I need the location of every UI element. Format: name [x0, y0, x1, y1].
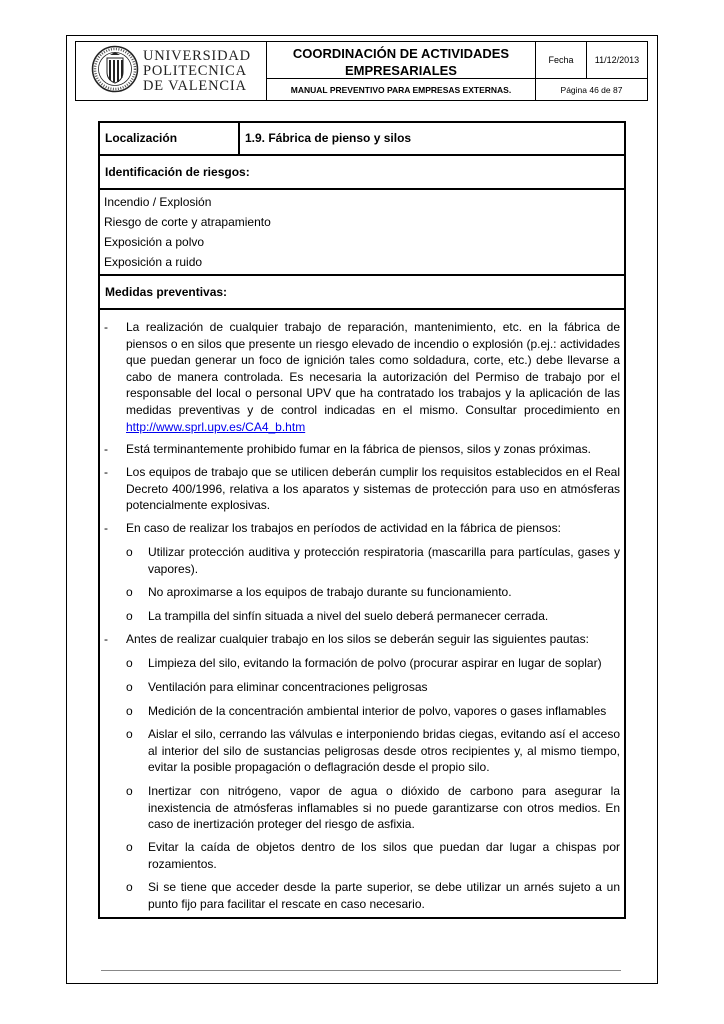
document-subtitle: MANUAL PREVENTIVO PARA EMPRESAS EXTERNAS.	[266, 78, 536, 101]
circle-bullet: o	[126, 656, 133, 670]
measure-item	[104, 464, 620, 514]
measure-item	[104, 631, 620, 648]
sub-measure-text: La trampilla del sinfín situada a nivel del suelo deberá permanecer cerrada.	[148, 609, 549, 623]
column-divider	[238, 123, 240, 154]
sub-measure-text: Medición de la concentración ambiental interior de polvo, vapores o gases inflamables	[148, 704, 607, 718]
sub-measure-item	[122, 584, 620, 601]
sub-measure-item	[122, 703, 620, 720]
sub-measure-text: Ventilación para eliminar concentraciones peligrosas	[148, 680, 428, 694]
circle-bullet: o	[126, 609, 133, 623]
sub-measure-item	[122, 839, 620, 872]
risk-item: Exposición a polvo	[104, 235, 205, 249]
university-seal-icon	[91, 45, 139, 93]
location-row	[98, 121, 626, 156]
sub-measure-text: Limpieza del silo, evitando la formación de polvo (procurar aspirar en lugar de soplar)	[148, 656, 602, 670]
preventive-measures-row	[98, 274, 626, 310]
measure-item	[104, 319, 620, 435]
page-number: Página 46 de 87	[535, 78, 648, 101]
risk-item: Riesgo de corte y atrapamiento	[104, 215, 271, 229]
sub-measure-text: Inertizar con nitrógeno, vapor de agua o dióxido de carbono para asegurar la inexistencia de atmósferas inflamables si no puede garantizarse con otros medios. En caso de inertización proteger del riesgo de asfixia.	[148, 784, 620, 832]
circle-bullet: o	[126, 704, 133, 718]
location-value: 1.9. Fábrica de pienso y silos	[245, 131, 412, 145]
sub-measure-text: No aproximarse a los equipos de trabajo durante su funcionamiento.	[148, 585, 512, 599]
dash-bullet: -	[104, 521, 108, 535]
circle-bullet: o	[126, 680, 133, 694]
sub-measure-item	[122, 783, 620, 833]
circle-bullet: o	[126, 784, 133, 798]
measure-text: La realización de cualquier trabajo de reparación, mantenimiento, etc. en la fábrica de piensos o en silos que presente un riesgo elevado de incendio o explosión (p.ej.: actividades que puedan generar un foco de ignición tales como soldadura, corte, etc.) debe llevarse a cabo de manera controlada. Es necesaria la autorización del Permiso de trabajo por el responsable del local o personal UPV que ha contratado los trabajos y la aplicación de las medidas preventivas y de control indicadas en el mismo. Consultar procedimiento en	[126, 320, 620, 417]
sub-measure-item	[122, 655, 620, 672]
location-label: Localización	[105, 131, 178, 145]
risk-identification-label: Identificación de riesgos:	[105, 165, 250, 179]
measure-text: Los equipos de trabajo que se utilicen deberán cumplir los requisitos establecidos en el Real Decreto 400/1996, relativa a los aparatos y sistemas de protección para uso en atmósferas potencialmente explosivas.	[126, 465, 620, 513]
risk-identification-row	[98, 154, 626, 190]
measure-text: En caso de realizar los trabajos en períodos de actividad en la fábrica de piensos:	[126, 521, 561, 535]
measure-item	[104, 520, 620, 537]
dash-bullet: -	[104, 320, 108, 334]
sub-measure-item	[122, 608, 620, 625]
university-logo-text: UNIVERSIDAD POLITECNICA DE VALENCIA	[143, 48, 251, 94]
risk-list	[98, 188, 626, 276]
measure-text: Antes de realizar cualquier trabajo en los silos se deberán seguir las siguientes pautas:	[126, 632, 589, 646]
dash-bullet: -	[104, 632, 108, 646]
sub-measure-item	[122, 726, 620, 776]
measure-item	[104, 441, 620, 458]
sub-measure-item	[122, 544, 620, 577]
sub-measure-item	[122, 879, 620, 912]
procedure-link[interactable]: http://www.sprl.upv.es/CA4_b.htm	[126, 419, 306, 434]
circle-bullet: o	[126, 840, 133, 854]
sub-measure-text: Aislar el silo, cerrando las válvulas e interponiendo bridas ciegas, evitando así el acceso al interior del silo de sustancias peligrosas desde otros recipientes y, al mismo tiempo, evitar la posible propagación o deflagración desde el propio silo.	[148, 727, 620, 775]
circle-bullet: o	[126, 880, 133, 894]
circle-bullet: o	[126, 727, 133, 741]
date-label: Fecha	[535, 41, 587, 79]
risk-item: Incendio / Explosión	[104, 195, 212, 209]
sub-measure-item	[122, 679, 620, 696]
dash-bullet: -	[104, 442, 108, 456]
risk-item: Exposición a ruido	[104, 255, 203, 269]
sub-measure-text: Si se tiene que acceder desde la parte superior, se debe utilizar un arnés sujeto a un punto fijo para facilitar el rescate en caso necesario.	[148, 880, 620, 911]
date-value: 11/12/2013	[586, 41, 648, 79]
preventive-measures-body	[98, 308, 626, 919]
footer-divider	[101, 970, 621, 971]
sub-measure-text: Utilizar protección auditiva y protección respiratoria (mascarilla para partículas, gases y vapores).	[148, 545, 620, 576]
dash-bullet: -	[104, 465, 108, 479]
preventive-measures-label: Medidas preventivas:	[105, 285, 228, 299]
document-title: COORDINACIÓN DE ACTIVIDADES EMPRESARIALES	[266, 41, 536, 79]
circle-bullet: o	[126, 585, 133, 599]
measure-text: Está terminantemente prohibido fumar en la fábrica de piensos, silos y zonas próximas.	[126, 442, 591, 456]
circle-bullet: o	[126, 545, 133, 559]
sub-measure-text: Evitar la caída de objetos dentro de los silos que puedan dar lugar a chispas por rozamientos.	[148, 840, 620, 871]
